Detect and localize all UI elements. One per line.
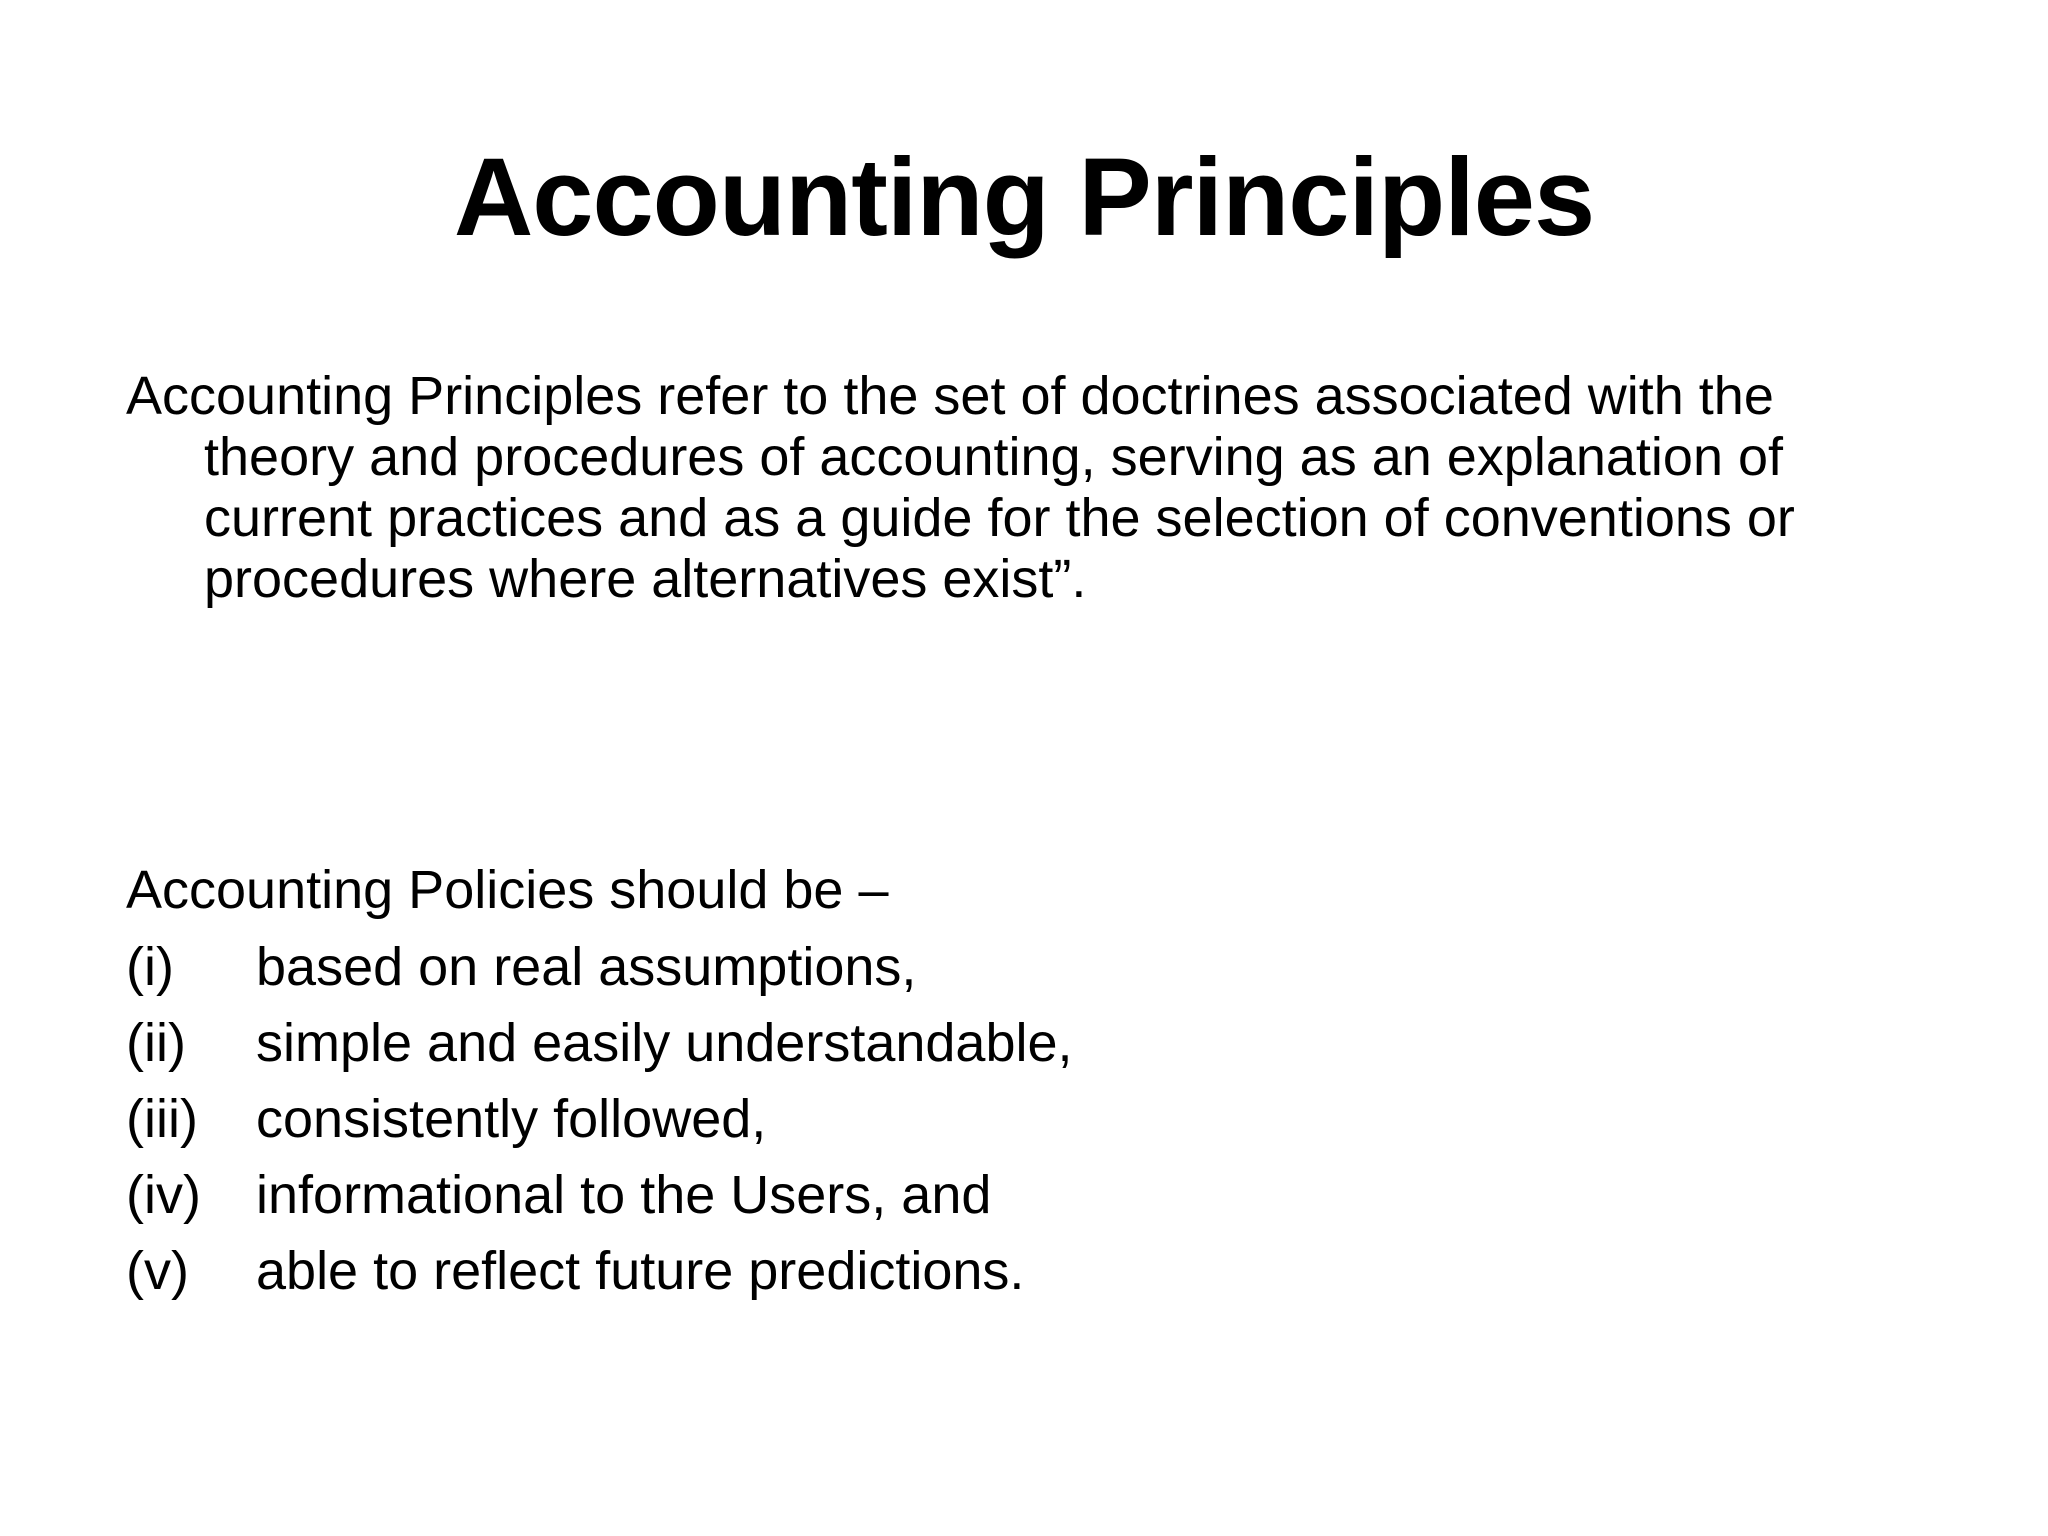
list-item-text: able to reflect future predictions.: [256, 1241, 1025, 1301]
list-item: [126, 1005, 1073, 1081]
list-item-number: (iii): [126, 1089, 198, 1149]
list-item-text: based on real assumptions,: [256, 937, 917, 997]
policies-heading: Accounting Policies should be –: [126, 860, 889, 920]
list-item-number: (i): [126, 937, 174, 997]
list-item: [126, 929, 1073, 1005]
list-item-number: (ii): [126, 1013, 186, 1073]
definition-paragraph: Accounting Principles refer to the set of doctrines associated with the theory and procedures of accounting, serving as an explanation of current practices and as a guide for the selection of conventions or procedures where alternatives exist”.: [126, 366, 1795, 609]
list-item-text: consistently followed,: [256, 1089, 767, 1149]
policy-list: [126, 929, 1073, 1309]
list-item-text: informational to the Users, and: [256, 1165, 992, 1225]
slide-title: Accounting Principles: [453, 136, 1595, 259]
list-item: [126, 1157, 1073, 1233]
list-item-number: (iv): [126, 1165, 201, 1225]
list-item: [126, 1233, 1073, 1309]
list-item-text: simple and easily understandable,: [256, 1013, 1073, 1073]
list-item: [126, 1081, 1073, 1157]
list-item-number: (v): [126, 1241, 189, 1301]
